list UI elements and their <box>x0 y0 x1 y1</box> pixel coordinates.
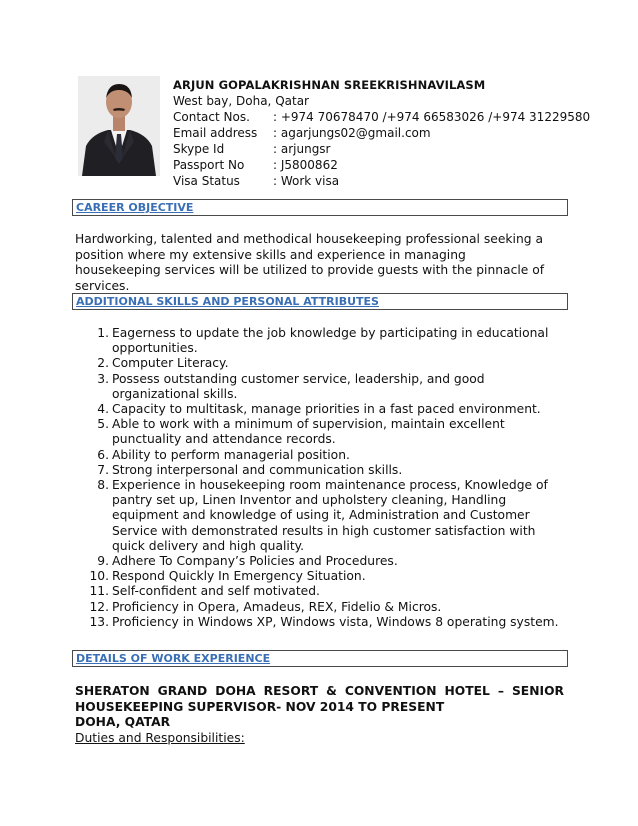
contact-row <box>173 109 590 125</box>
list-text: Proficiency in Opera, Amadeus, REX, Fidelio & Micros. <box>112 599 442 614</box>
skills-list <box>74 326 560 630</box>
visa-label: Visa Status <box>173 174 240 188</box>
list-item <box>74 600 560 615</box>
email-row <box>173 125 590 141</box>
skype-label: Skype Id <box>173 142 225 156</box>
list-number: 6. <box>97 447 109 462</box>
list-number: 10. <box>89 569 109 584</box>
section-title: ADDITIONAL SKILLS AND PERSONAL ATTRIBUTES <box>76 295 379 308</box>
list-item <box>74 402 560 417</box>
list-item <box>74 463 560 478</box>
list-text: Capacity to multitask, manage priorities in a fast paced environment. <box>112 402 541 417</box>
list-item <box>74 372 560 402</box>
email-label: Email address <box>173 126 258 140</box>
duties-heading: Duties and Responsibilities: <box>75 730 245 745</box>
list-item <box>74 569 560 584</box>
list-text: Respond Quickly In Emergency Situation. <box>112 569 366 584</box>
list-text: Able to work with a minimum of supervision, maintain excellent punctuality and attendance records. <box>112 417 505 447</box>
list-text: Ability to perform managerial position. <box>112 447 350 462</box>
skype-value: : arjungsr <box>273 142 331 156</box>
section-title: DETAILS OF WORK EXPERIENCE <box>76 652 271 665</box>
list-text: Strong interpersonal and communication skills. <box>112 462 403 477</box>
list-text: Experience in housekeeping room maintenance process, Knowledge of pantry set up, Linen Inventor and upholstery cleaning, Handling equipment and knowledge of using it, Administration and Customer Service with demonstrated results in high customer satisfaction with quick delivery and high quality. <box>112 478 548 553</box>
section-heading-career <box>72 199 568 216</box>
list-text: Eagerness to update the job knowledge by participating in educational opportunities. <box>112 326 549 356</box>
list-item <box>74 615 560 630</box>
visa-row <box>173 173 590 189</box>
list-number: 12. <box>89 599 109 614</box>
list-number: 9. <box>97 554 109 569</box>
work-location: DOHA, QATAR <box>75 715 171 729</box>
list-text: Self-confident and self motivated. <box>112 584 320 599</box>
list-number: 13. <box>89 614 109 629</box>
resume-header <box>173 77 590 189</box>
list-number: 5. <box>97 417 109 432</box>
list-item <box>74 584 560 599</box>
list-text: Adhere To Company’s Policies and Procedures. <box>112 554 398 569</box>
list-item <box>74 554 560 569</box>
list-number: 8. <box>97 478 109 493</box>
email-value: : agarjungs02@gmail.com <box>273 126 431 140</box>
list-item <box>74 326 560 356</box>
list-number: 7. <box>97 462 109 477</box>
section-heading-skills <box>72 293 568 310</box>
address: West bay, Doha, Qatar <box>173 94 309 108</box>
passport-row <box>173 157 590 173</box>
list-text: Computer Literacy. <box>112 356 229 371</box>
list-number: 2. <box>97 356 109 371</box>
list-text: Proficiency in Windows XP, Windows vista, Windows 8 operating system. <box>112 614 559 629</box>
list-number: 1. <box>97 326 109 340</box>
passport-value: : J5800862 <box>273 158 338 172</box>
career-objective-text: Hardworking, talented and methodical housekeeping professional seeking a position where my extensive skills and experience in managing housekeeping services will be utilized to provide guests with the pinnacle of services. <box>75 232 545 293</box>
section-title: CAREER OBJECTIVE <box>76 201 194 214</box>
list-number: 3. <box>97 371 109 386</box>
company-line: SHERATON GRAND DOHA RESORT & CONVENTION HOTEL – SENIOR <box>75 684 564 698</box>
list-item <box>74 417 560 447</box>
list-text: Possess outstanding customer service, leadership, and good organizational skills. <box>112 371 485 401</box>
contact-value: : +974 70678470 /+974 66583026 /+974 31229580 <box>273 110 591 124</box>
contact-label: Contact Nos. <box>173 110 250 124</box>
list-item <box>74 478 560 554</box>
visa-value: : Work visa <box>273 174 340 188</box>
skype-row <box>173 141 590 157</box>
list-number: 11. <box>89 584 109 599</box>
list-item <box>74 448 560 463</box>
work-experience-entry <box>75 684 564 746</box>
list-number: 4. <box>97 402 109 417</box>
profile-photo <box>78 76 160 176</box>
position-line: HOUSEKEEPING SUPERVISOR- NOV 2014 TO PRESENT <box>75 699 445 714</box>
section-heading-work <box>72 650 568 667</box>
list-item <box>74 356 560 371</box>
passport-label: Passport No <box>173 158 245 172</box>
candidate-name: ARJUN GOPALAKRISHNAN SREEKRISHNAVILASM <box>173 78 486 92</box>
